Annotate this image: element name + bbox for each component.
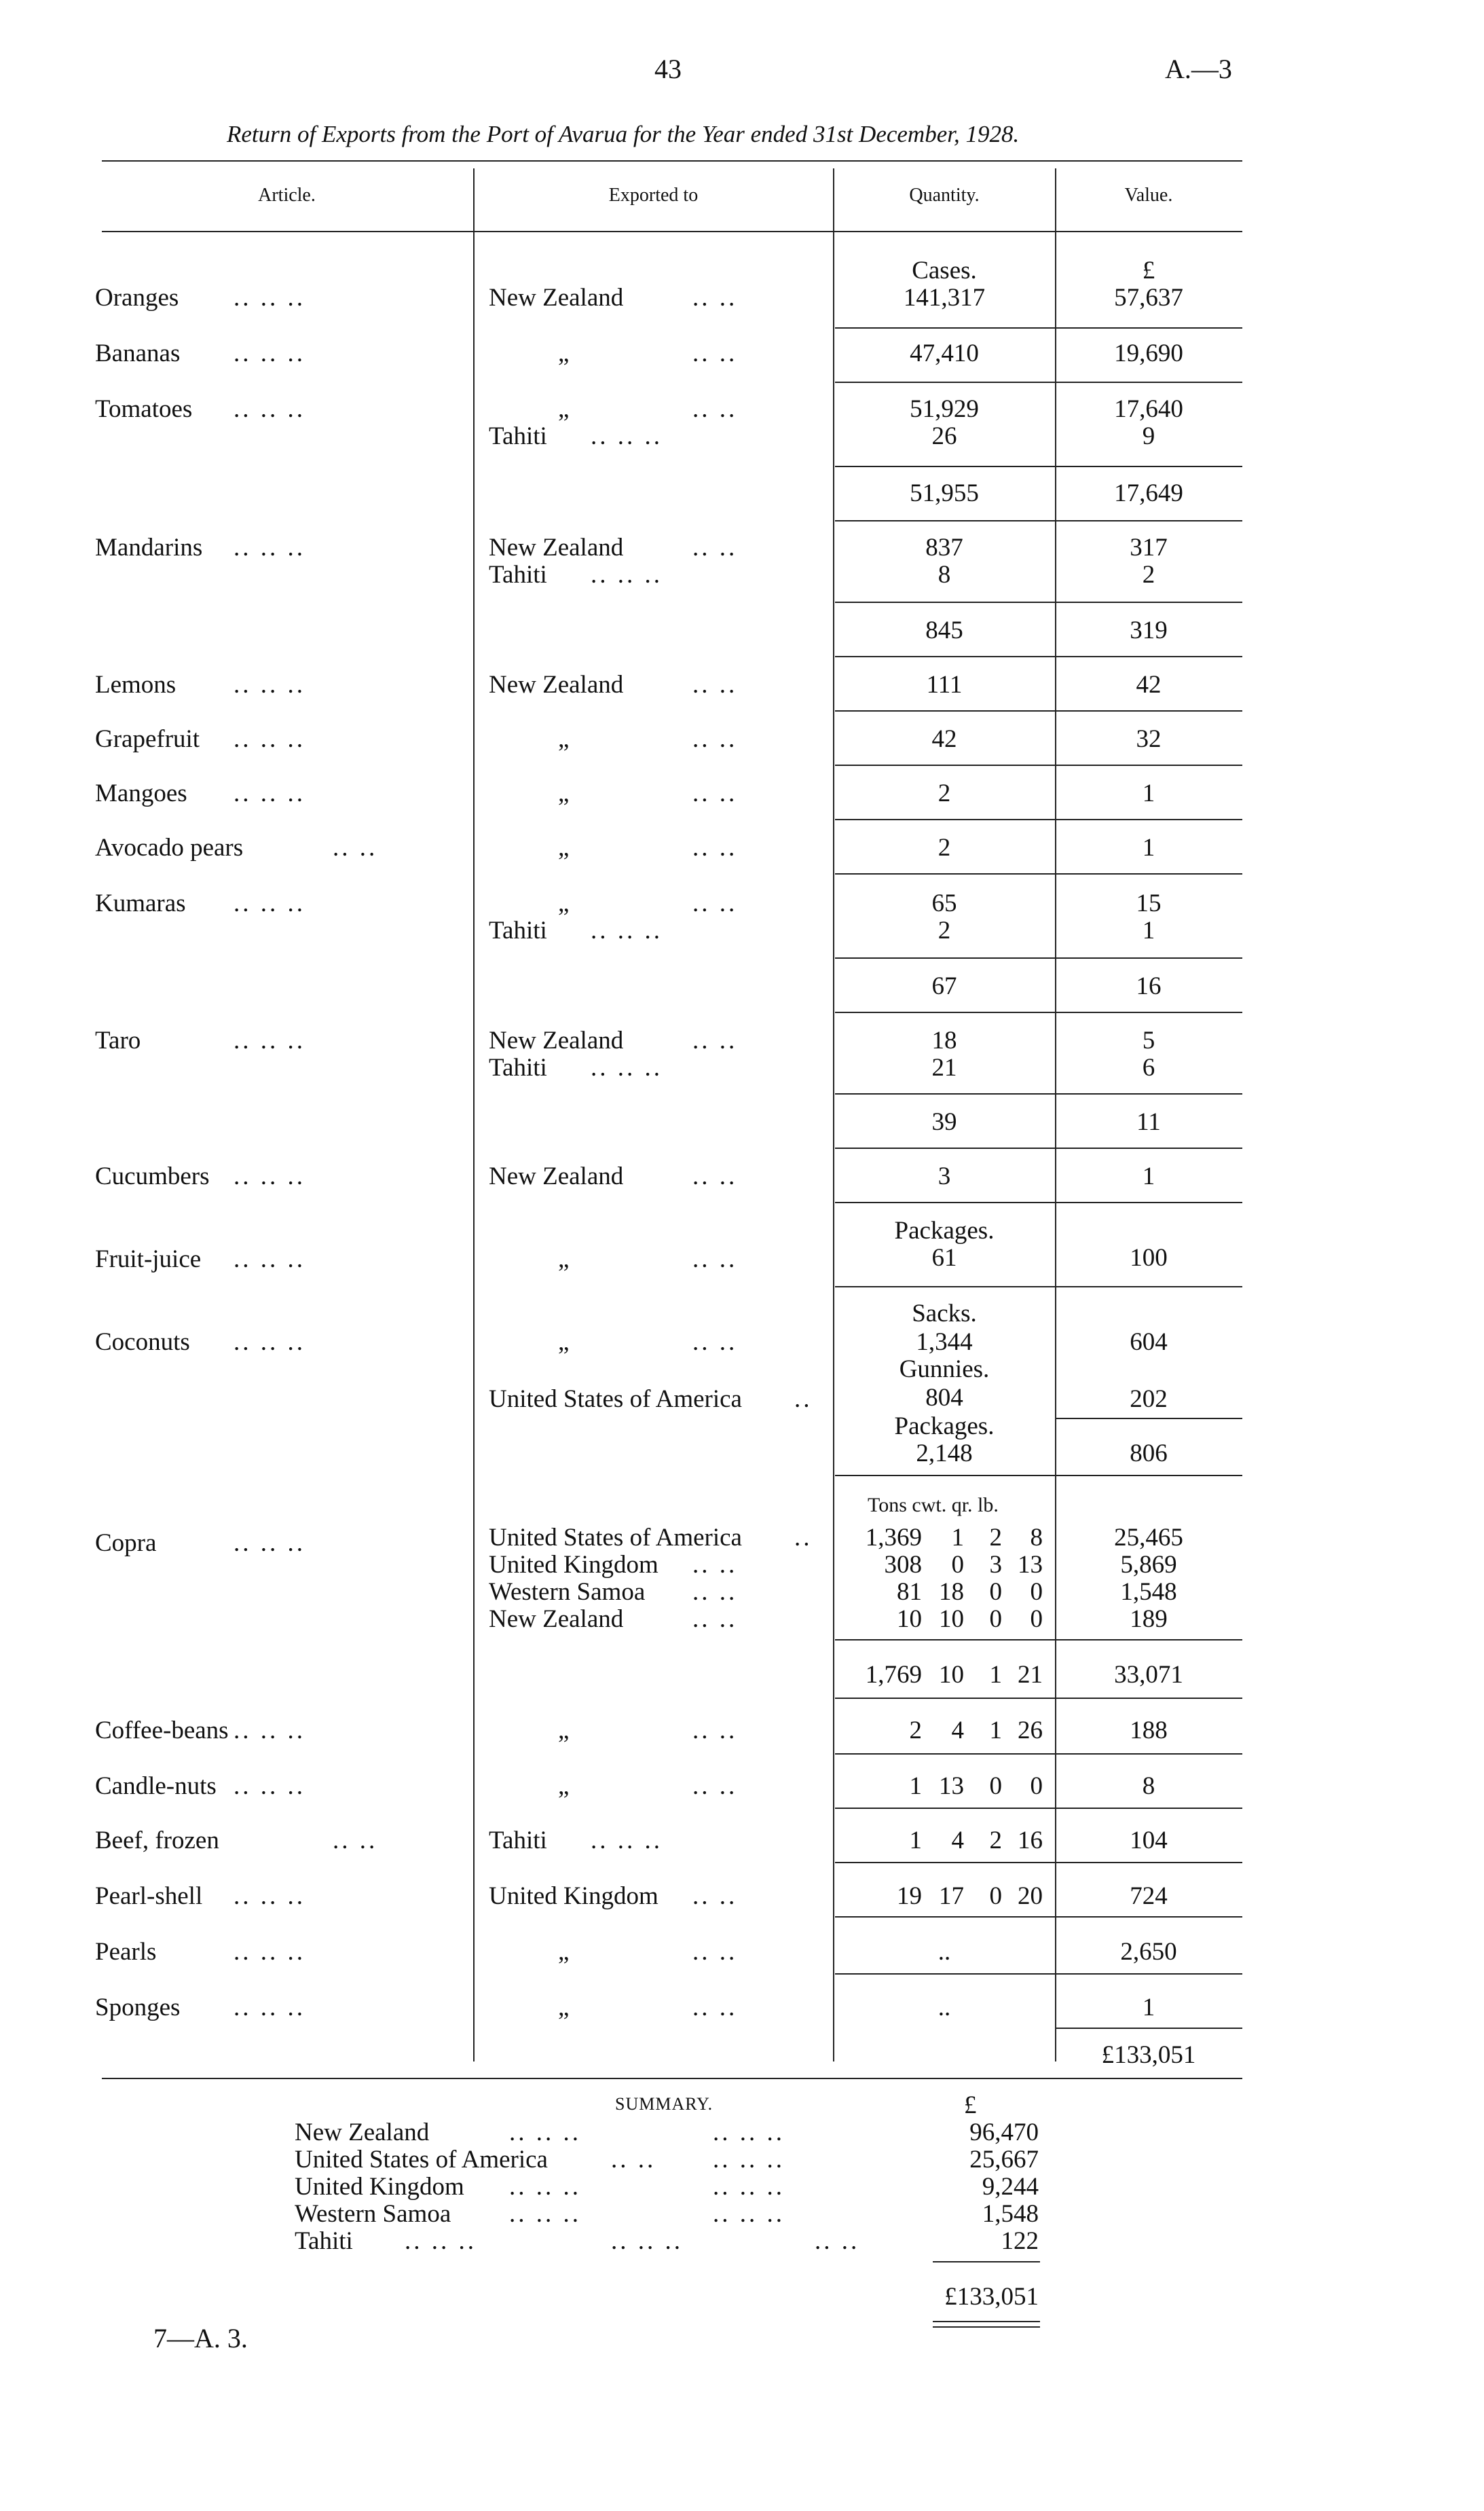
dest-taro-1: New Zealand	[489, 1027, 624, 1055]
value-tomatoes-1: 17,640	[1114, 395, 1183, 423]
copra-lb: 0	[1030, 1578, 1043, 1606]
dest-cucumbers: New Zealand	[489, 1162, 624, 1190]
qty-taro-1: 18	[931, 1027, 957, 1055]
leader-dots: .. .. ..	[234, 890, 305, 917]
copra-total-tons: 1,769	[865, 1661, 922, 1689]
ditto-mark: „	[558, 890, 570, 917]
leader-dots: .. ..	[692, 534, 738, 562]
copra-qr: 0	[989, 1605, 1002, 1633]
qty-tomatoes-total: 51,955	[910, 479, 979, 507]
leader-dots: .. ..	[692, 1027, 738, 1055]
leader-dots: .. ..	[692, 890, 738, 917]
leader-dots: .. .. ..	[234, 1529, 305, 1557]
leader-dots: .. ..	[692, 1994, 738, 2021]
row-rule	[835, 819, 1242, 820]
summary-name: New Zealand	[295, 2119, 430, 2146]
leader-dots: .. .. ..	[234, 534, 305, 562]
leader-dots: .. .. ..	[713, 2146, 785, 2174]
table-top-rule	[102, 160, 1242, 162]
leader-dots: .. ..	[692, 671, 738, 699]
dest-pearl-shell: United Kingdom	[489, 1882, 658, 1910]
leader-dots: .. .. ..	[234, 340, 305, 367]
qty-taro-2: 21	[931, 1054, 957, 1082]
grand-total: £133,051	[1101, 2041, 1196, 2069]
header-exported-to: Exported to	[608, 185, 699, 206]
column-divider-destination	[833, 168, 834, 2061]
dest-taro-2: Tahiti	[489, 1054, 547, 1082]
leader-dots: .. .. ..	[591, 422, 663, 450]
row-rule	[835, 765, 1242, 766]
value-fruit-juice: 100	[1130, 1244, 1168, 1272]
copra-qr: 0	[989, 1578, 1002, 1606]
qty-mandarins-total: 845	[925, 617, 963, 644]
leader-dots: .. ..	[611, 2146, 656, 2174]
summary-value: 25,667	[969, 2146, 1039, 2174]
qty-mandarins-2: 8	[938, 561, 951, 589]
leader-dots: .. .. ..	[611, 2227, 683, 2255]
row-rule	[835, 1808, 1242, 1809]
leader-dots: .. ..	[692, 834, 738, 862]
article-taro: Taro	[95, 1027, 141, 1055]
row-rule	[835, 1148, 1242, 1149]
qty-grapefruit: 42	[931, 725, 957, 753]
ditto-mark: „	[558, 1245, 570, 1273]
beef-cwt: 4	[951, 1827, 964, 1854]
leader-dots: .. .. ..	[509, 2200, 581, 2228]
qty-mandarins-1: 837	[925, 534, 963, 562]
pearl-shell-cwt: 17	[939, 1882, 964, 1910]
leader-dots: .. .. ..	[591, 1827, 663, 1854]
qty-kumaras-1: 65	[931, 890, 957, 917]
ditto-mark: „	[558, 834, 570, 862]
unit-sacks: Sacks.	[912, 1300, 977, 1327]
qty-pearls: ..	[938, 1938, 951, 1966]
column-divider-article	[473, 168, 475, 2061]
candle-nuts-lb: 0	[1030, 1772, 1043, 1800]
article-lemons: Lemons	[95, 671, 177, 699]
leader-dots: .. ..	[692, 1245, 738, 1273]
qty-kumaras-2: 2	[938, 917, 951, 945]
leader-dots: .. .. ..	[713, 2200, 785, 2228]
leader-dots: .. .. ..	[509, 2119, 581, 2146]
summary-name: United States of America	[295, 2146, 548, 2174]
value-sponges: 1	[1142, 1994, 1155, 2021]
article-mangoes: Mangoes	[95, 780, 187, 807]
summary-name: Western Samoa	[295, 2200, 451, 2228]
leader-dots: .. .. ..	[234, 671, 305, 699]
dest-kumaras-2: Tahiti	[489, 917, 547, 945]
header-article: Article.	[258, 185, 316, 206]
leader-dots: .. .. ..	[591, 1054, 663, 1082]
summary-value: 1,548	[982, 2200, 1039, 2228]
value-grapefruit: 32	[1136, 725, 1162, 753]
dest-copra-uk: United Kingdom	[489, 1551, 658, 1579]
beef-tons: 1	[909, 1827, 922, 1854]
value-pearls: 2,650	[1120, 1938, 1177, 1966]
copra-cwt: 0	[951, 1551, 964, 1579]
dest-copra-samoa: Western Samoa	[489, 1578, 646, 1606]
qty-coconuts-gunnies: 804	[925, 1384, 963, 1412]
row-rule	[835, 520, 1242, 521]
row-rule	[835, 466, 1242, 467]
qty-kumaras-total: 67	[931, 972, 957, 1000]
row-rule	[835, 602, 1242, 603]
leader-dots: .. ..	[692, 1938, 738, 1966]
value-candle-nuts: 8	[1142, 1772, 1155, 1800]
value-kumaras-total: 16	[1136, 972, 1162, 1000]
leader-dots: .. ..	[692, 725, 738, 753]
copra-tons: 308	[884, 1551, 922, 1579]
page-footer-signature: 7—A. 3.	[153, 2323, 248, 2353]
candle-nuts-tons: 1	[909, 1772, 922, 1800]
value-copra: 189	[1130, 1605, 1168, 1633]
summary-double-rule	[933, 2321, 1040, 2322]
row-rule	[835, 1862, 1242, 1863]
value-oranges: 57,637	[1114, 284, 1183, 312]
beef-qr: 2	[989, 1827, 1002, 1854]
dest-lemons: New Zealand	[489, 671, 624, 699]
qty-cucumbers: 3	[938, 1162, 951, 1190]
copra-tons: 1,369	[865, 1524, 922, 1552]
dest-copra-usa: United States of America	[489, 1524, 742, 1552]
ditto-mark: „	[558, 1772, 570, 1800]
leader-dots: .. .. ..	[234, 1994, 305, 2021]
article-beef: Beef, frozen	[95, 1827, 219, 1854]
header-bottom-rule	[102, 231, 1242, 232]
unit-packages: Packages.	[894, 1217, 995, 1245]
value-tomatoes-2: 9	[1142, 422, 1155, 450]
value-mandarins-total: 319	[1130, 617, 1168, 644]
leader-dots: .. .. ..	[405, 2227, 477, 2255]
copra-qr: 3	[989, 1551, 1002, 1579]
summary-currency: £	[964, 2091, 977, 2119]
row-rule	[835, 1475, 1242, 1476]
leader-dots: .. ..	[692, 1578, 738, 1606]
value-copra: 5,869	[1120, 1551, 1177, 1579]
leader-dots: .. ..	[692, 1717, 738, 1744]
value-coconuts-gunnies: 202	[1130, 1385, 1168, 1413]
coffee-qr: 1	[989, 1717, 1002, 1744]
summary-heading: SUMMARY.	[615, 2094, 713, 2114]
header-quantity: Quantity.	[909, 185, 980, 206]
article-oranges: Oranges	[95, 284, 179, 312]
row-rule	[835, 1698, 1242, 1699]
copra-tons: 10	[897, 1605, 922, 1633]
pearl-shell-lb: 20	[1018, 1882, 1043, 1910]
value-mangoes: 1	[1142, 780, 1155, 807]
dest-mandarins-2: Tahiti	[489, 561, 547, 589]
ditto-mark: „	[558, 725, 570, 753]
leader-dots: .. ..	[692, 1772, 738, 1800]
article-cucumbers: Cucumbers	[95, 1162, 210, 1190]
article-avocado: Avocado pears	[95, 834, 244, 862]
candle-nuts-cwt: 13	[939, 1772, 964, 1800]
leader-dots: .. .. ..	[234, 1162, 305, 1190]
value-taro-2: 6	[1142, 1054, 1155, 1082]
leader-dots: .. .. ..	[234, 395, 305, 423]
leader-dots: .. ..	[692, 1551, 738, 1579]
value-lemons: 42	[1136, 671, 1162, 699]
pearl-shell-tons: 19	[897, 1882, 922, 1910]
row-rule	[835, 1639, 1242, 1641]
value-kumaras-1: 15	[1136, 890, 1162, 917]
value-mandarins-2: 2	[1142, 561, 1155, 589]
summary-value: 9,244	[982, 2173, 1039, 2201]
value-mandarins-1: 317	[1130, 534, 1168, 562]
qty-fruit-juice: 61	[931, 1244, 957, 1272]
table-bottom-rule	[102, 2078, 1242, 2079]
row-rule	[835, 873, 1242, 875]
value-copra: 25,465	[1114, 1524, 1183, 1552]
row-rule	[835, 1916, 1242, 1918]
copra-lb: 0	[1030, 1605, 1043, 1633]
ditto-mark: „	[558, 340, 570, 367]
row-rule	[835, 382, 1242, 383]
coffee-cwt: 4	[951, 1717, 964, 1744]
value-copra: 1,548	[1120, 1578, 1177, 1606]
value-cucumbers: 1	[1142, 1162, 1155, 1190]
dest-tomatoes-2: Tahiti	[489, 422, 547, 450]
leader-dots: .. ..	[692, 1605, 738, 1633]
row-rule	[835, 327, 1242, 329]
pearl-shell-qr: 0	[989, 1882, 1002, 1910]
value-coffee: 188	[1130, 1717, 1168, 1744]
value-coconuts-packages: 806	[1130, 1440, 1168, 1467]
leader-dots: .. .. ..	[234, 1245, 305, 1273]
leader-dots: ..	[794, 1385, 813, 1413]
copra-total-cwt: 10	[939, 1661, 964, 1689]
value-copra-total: 33,071	[1114, 1661, 1183, 1689]
qty-lemons: 111	[926, 671, 963, 699]
qty-tomatoes-2: 26	[931, 422, 957, 450]
row-rule	[835, 1973, 1242, 1975]
copra-total-lb: 21	[1018, 1661, 1043, 1689]
ditto-mark: „	[558, 1328, 570, 1356]
row-rule	[1056, 2028, 1242, 2029]
leader-dots: .. .. ..	[509, 2173, 581, 2201]
copra-cwt: 1	[951, 1524, 964, 1552]
value-taro-1: 5	[1142, 1027, 1155, 1055]
copra-cwt: 10	[939, 1605, 964, 1633]
copra-lb: 13	[1018, 1551, 1043, 1579]
article-fruit-juice: Fruit-juice	[95, 1245, 202, 1273]
document-reference: A.—3	[1165, 54, 1232, 84]
leader-dots: .. ..	[815, 2227, 860, 2255]
coffee-tons: 2	[909, 1717, 922, 1744]
qty-tomatoes-1: 51,929	[910, 395, 979, 423]
qty-coconuts-packages: 2,148	[916, 1440, 973, 1467]
ditto-mark: „	[558, 1717, 570, 1744]
article-sponges: Sponges	[95, 1994, 181, 2021]
article-kumaras: Kumaras	[95, 890, 186, 917]
leader-dots: .. ..	[692, 1882, 738, 1910]
copra-tons: 81	[897, 1578, 922, 1606]
unit-gunnies: Gunnies.	[899, 1355, 990, 1383]
page-title: Return of Exports from the Port of Avarua for the Year ended 31st December, 1928.	[227, 121, 1020, 147]
value-taro-total: 11	[1136, 1108, 1161, 1136]
value-bananas: 19,690	[1114, 340, 1183, 367]
row-rule	[835, 957, 1242, 959]
leader-dots: .. .. ..	[234, 780, 305, 807]
leader-dots: .. .. ..	[234, 284, 305, 312]
article-pearl-shell: Pearl-shell	[95, 1882, 203, 1910]
row-rule	[835, 1093, 1242, 1095]
value-avocado: 1	[1142, 834, 1155, 862]
copra-qr: 2	[989, 1524, 1002, 1552]
coffee-lb: 26	[1018, 1717, 1043, 1744]
leader-dots: .. ..	[692, 340, 738, 367]
qty-oranges: 141,317	[903, 284, 986, 312]
leader-dots: .. ..	[692, 284, 738, 312]
leader-dots: .. .. ..	[591, 917, 663, 945]
summary-value: 96,470	[969, 2119, 1039, 2146]
copra-cwt: 18	[939, 1578, 964, 1606]
qty-avocado: 2	[938, 834, 951, 862]
article-coconuts: Coconuts	[95, 1328, 190, 1356]
page-number: 43	[654, 54, 682, 84]
summary-value: 122	[1001, 2227, 1039, 2255]
summary-total: £133,051	[944, 2283, 1039, 2311]
qty-sponges: ..	[938, 1994, 951, 2021]
leader-dots: .. .. ..	[234, 1328, 305, 1356]
qty-bananas: 47,410	[910, 340, 979, 367]
dest-mandarins-1: New Zealand	[489, 534, 624, 562]
row-rule	[835, 1012, 1242, 1013]
copra-lb: 8	[1030, 1524, 1043, 1552]
value-coconuts-sacks: 604	[1130, 1328, 1168, 1356]
row-rule	[835, 1286, 1242, 1287]
article-candle-nuts: Candle-nuts	[95, 1772, 217, 1800]
article-copra: Copra	[95, 1529, 157, 1557]
qty-taro-total: 39	[931, 1108, 957, 1136]
value-pearl-shell: 724	[1130, 1882, 1168, 1910]
row-rule	[835, 710, 1242, 712]
value-tomatoes-total: 17,649	[1114, 479, 1183, 507]
unit-cases: Cases.	[912, 257, 977, 285]
leader-dots: .. .. ..	[234, 1717, 305, 1744]
article-mandarins: Mandarins	[95, 534, 203, 562]
summary-double-rule	[933, 2326, 1040, 2328]
leader-dots: .. ..	[692, 1328, 738, 1356]
leader-dots: .. .. ..	[234, 1772, 305, 1800]
row-rule	[835, 1202, 1242, 1203]
leader-dots: .. .. ..	[713, 2119, 785, 2146]
leader-dots: .. .. ..	[234, 1027, 305, 1055]
copra-total-qr: 1	[989, 1661, 1002, 1689]
row-rule	[1056, 1418, 1242, 1419]
dest-copra-nz: New Zealand	[489, 1605, 624, 1633]
dest-oranges: New Zealand	[489, 284, 624, 312]
article-grapefruit: Grapefruit	[95, 725, 200, 753]
leader-dots: .. ..	[692, 780, 738, 807]
leader-dots: .. ..	[692, 1162, 738, 1190]
ditto-mark: „	[558, 780, 570, 807]
unit-pound: £	[1142, 257, 1155, 285]
article-tomatoes: Tomatoes	[95, 395, 193, 423]
article-coffee: Coffee-beans	[95, 1717, 229, 1744]
leader-dots: ..	[794, 1524, 813, 1552]
unit-tons-header: Tons cwt. qr. lb.	[868, 1494, 999, 1516]
qty-mangoes: 2	[938, 780, 951, 807]
leader-dots: .. ..	[333, 834, 378, 862]
leader-dots: .. .. ..	[234, 1938, 305, 1966]
row-rule	[835, 1753, 1242, 1755]
leader-dots: .. .. ..	[713, 2173, 785, 2201]
leader-dots: .. .. ..	[591, 561, 663, 589]
value-kumaras-2: 1	[1142, 917, 1155, 945]
dest-beef: Tahiti	[489, 1827, 547, 1854]
dest-coconuts-usa: United States of America	[489, 1385, 742, 1413]
leader-dots: .. ..	[333, 1827, 378, 1854]
ditto-mark: „	[558, 1994, 570, 2021]
header-value: Value.	[1124, 185, 1173, 206]
leader-dots: .. .. ..	[234, 725, 305, 753]
candle-nuts-qr: 0	[989, 1772, 1002, 1800]
qty-coconuts-sacks: 1,344	[916, 1328, 973, 1356]
summary-name: Tahiti	[295, 2227, 353, 2255]
leader-dots: .. ..	[692, 395, 738, 423]
article-pearls: Pearls	[95, 1938, 157, 1966]
leader-dots: .. .. ..	[234, 1882, 305, 1910]
row-rule	[835, 656, 1242, 657]
article-bananas: Bananas	[95, 340, 181, 367]
beef-lb: 16	[1018, 1827, 1043, 1854]
unit-packages-2: Packages.	[894, 1412, 995, 1440]
ditto-mark: „	[558, 395, 570, 423]
summary-rule	[933, 2261, 1040, 2262]
ditto-mark: „	[558, 1938, 570, 1966]
summary-name: United Kingdom	[295, 2173, 464, 2201]
value-beef: 104	[1130, 1827, 1168, 1854]
